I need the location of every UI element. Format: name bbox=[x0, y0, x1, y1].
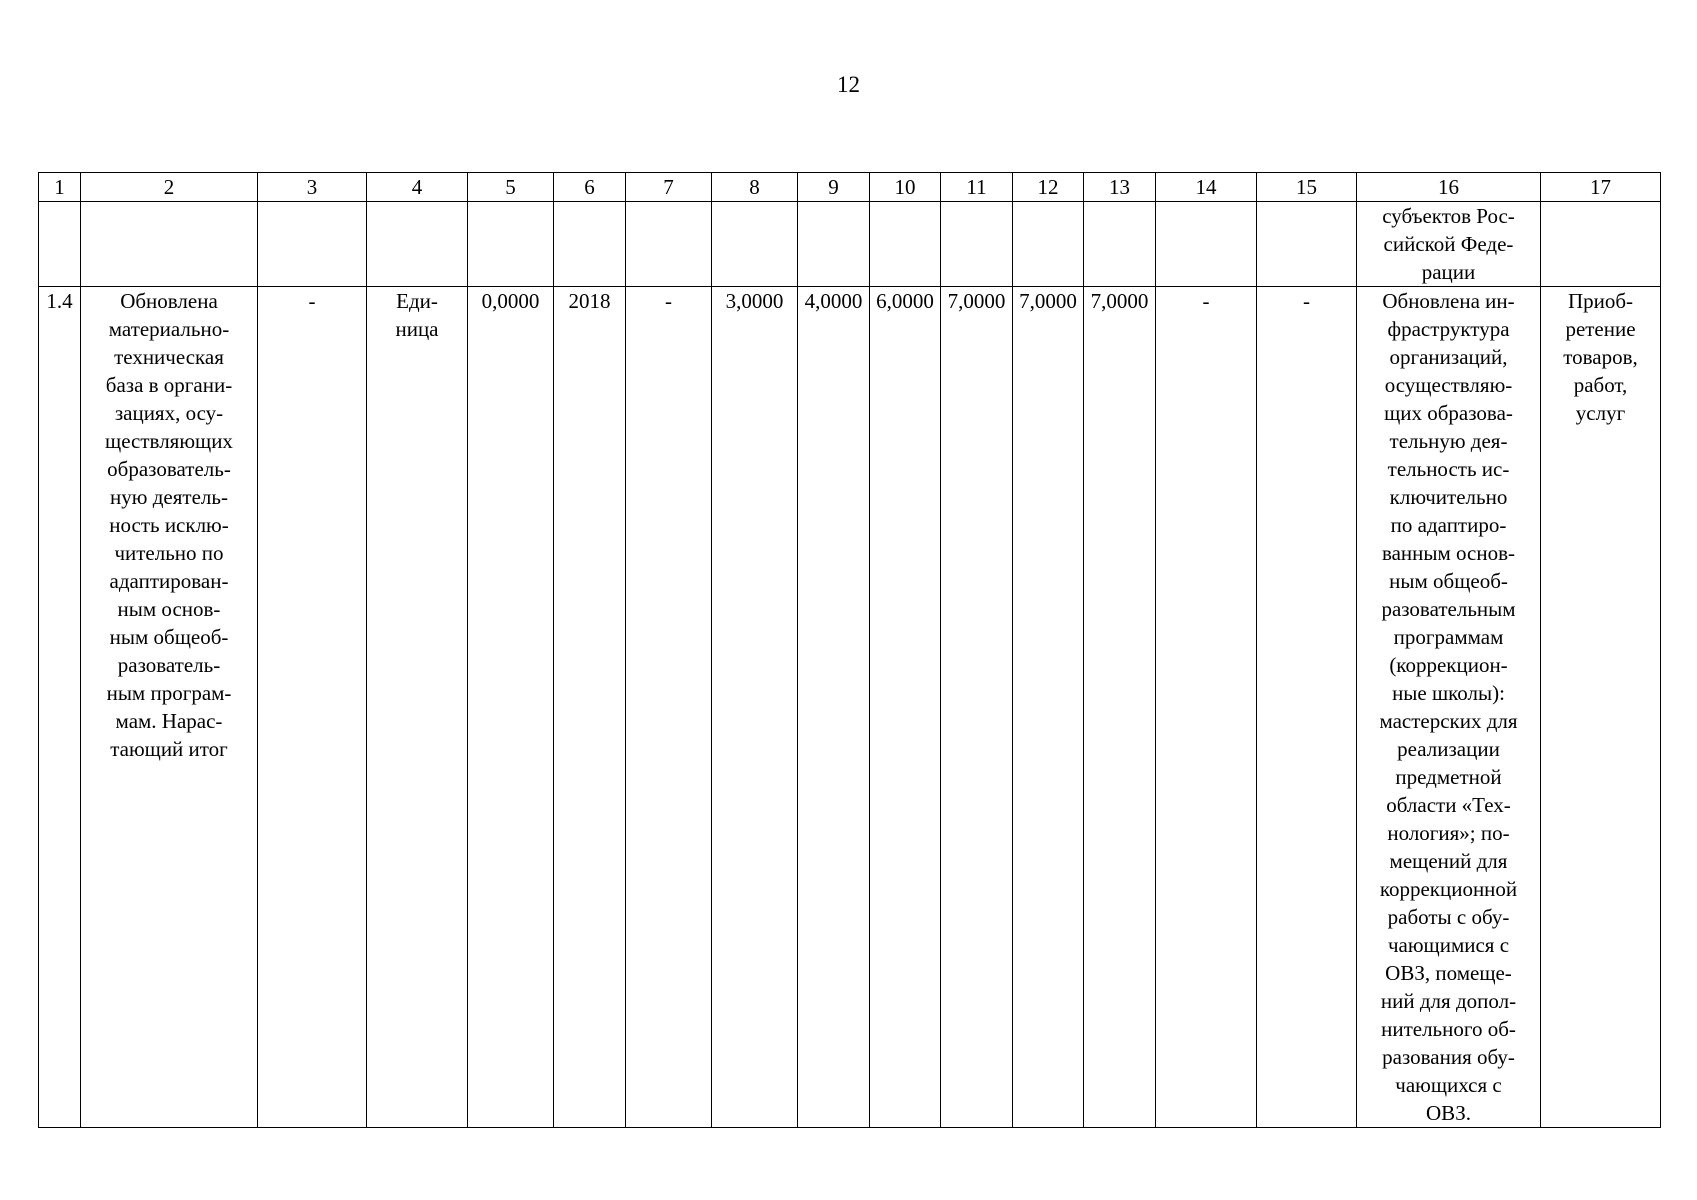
column-number: 3 bbox=[258, 173, 367, 202]
table-cell-empty bbox=[626, 202, 712, 287]
value-col8: 3,0000 bbox=[712, 287, 798, 1128]
table-cell-empty bbox=[870, 202, 941, 287]
base-value: 0,0000 bbox=[468, 287, 554, 1128]
column-number: 12 bbox=[1013, 173, 1084, 202]
table-cell-empty bbox=[258, 202, 367, 287]
continuation-text: субъектов Рос- сийской Феде- рации bbox=[1357, 202, 1541, 287]
table-cell-empty bbox=[1084, 202, 1156, 287]
unit-of-measure: Еди- ница bbox=[367, 287, 468, 1128]
column-number: 17 bbox=[1541, 173, 1661, 202]
table-cell-empty bbox=[1156, 202, 1257, 287]
value-col13: 7,0000 bbox=[1084, 287, 1156, 1128]
column-number: 10 bbox=[870, 173, 941, 202]
continuation-row bbox=[39, 202, 1661, 287]
column-number: 13 bbox=[1084, 173, 1156, 202]
column-number: 6 bbox=[554, 173, 626, 202]
column-numbers-row bbox=[39, 173, 1661, 202]
row-number: 1.4 bbox=[39, 287, 81, 1128]
column-number: 5 bbox=[468, 173, 554, 202]
column-number: 8 bbox=[712, 173, 798, 202]
column-number: 7 bbox=[626, 173, 712, 202]
table-cell-empty bbox=[554, 202, 626, 287]
table-cell-empty bbox=[1541, 202, 1661, 287]
table-cell-empty bbox=[712, 202, 798, 287]
table-cell-empty bbox=[1013, 202, 1084, 287]
indicators-table bbox=[38, 172, 1661, 1128]
column-number: 16 bbox=[1357, 173, 1541, 202]
table-cell-empty bbox=[941, 202, 1013, 287]
page-number: 12 bbox=[837, 72, 860, 97]
column-number: 14 bbox=[1156, 173, 1257, 202]
column-number: 4 bbox=[367, 173, 468, 202]
value-col10: 6,0000 bbox=[870, 287, 941, 1128]
col14-value: - bbox=[1156, 287, 1257, 1128]
table-cell-empty bbox=[367, 202, 468, 287]
indicator-name: Обновлена материально- техническая база в органи- зациях, осу- ществляющих образователь- ную деятель- ность исклю- чительно по адаптирован- ным основ- ным общеоб- разователь- ным програм- мам. Нарас- тающий итог bbox=[81, 287, 258, 1128]
column-number: 2 bbox=[81, 173, 258, 202]
col3-value: - bbox=[258, 287, 367, 1128]
column-number: 11 bbox=[941, 173, 1013, 202]
table-cell-empty bbox=[1257, 202, 1357, 287]
value-col11: 7,0000 bbox=[941, 287, 1013, 1128]
col15-value: - bbox=[1257, 287, 1357, 1128]
col7-value: - bbox=[626, 287, 712, 1128]
value-col9: 4,0000 bbox=[798, 287, 870, 1128]
base-year: 2018 bbox=[554, 287, 626, 1128]
table-cell-empty bbox=[798, 202, 870, 287]
result-type: Приоб- ретение товаров, работ, услуг bbox=[1541, 287, 1661, 1128]
result-description: Обновлена ин- фраструктура организаций, осуществляю- щих образова- тельную дея- тельность ис- ключительно по адаптиро- ванным основ- ным общеоб- разовательным программам (коррекцион- ные школы): мастерских для реализации предметной области «Тех- нология»; по- мещений для коррекционной работы с обу- чающимися с ОВЗ, помеще- ний для допол- нительного об- разования обу- чающихся с ОВЗ. bbox=[1357, 287, 1541, 1128]
table-cell-empty bbox=[468, 202, 554, 287]
column-number: 15 bbox=[1257, 173, 1357, 202]
table-cell-empty bbox=[39, 202, 81, 287]
column-number: 9 bbox=[798, 173, 870, 202]
table-row-1-4 bbox=[39, 287, 1661, 1128]
table-cell-empty bbox=[81, 202, 258, 287]
column-number: 1 bbox=[39, 173, 81, 202]
value-col12: 7,0000 bbox=[1013, 287, 1084, 1128]
